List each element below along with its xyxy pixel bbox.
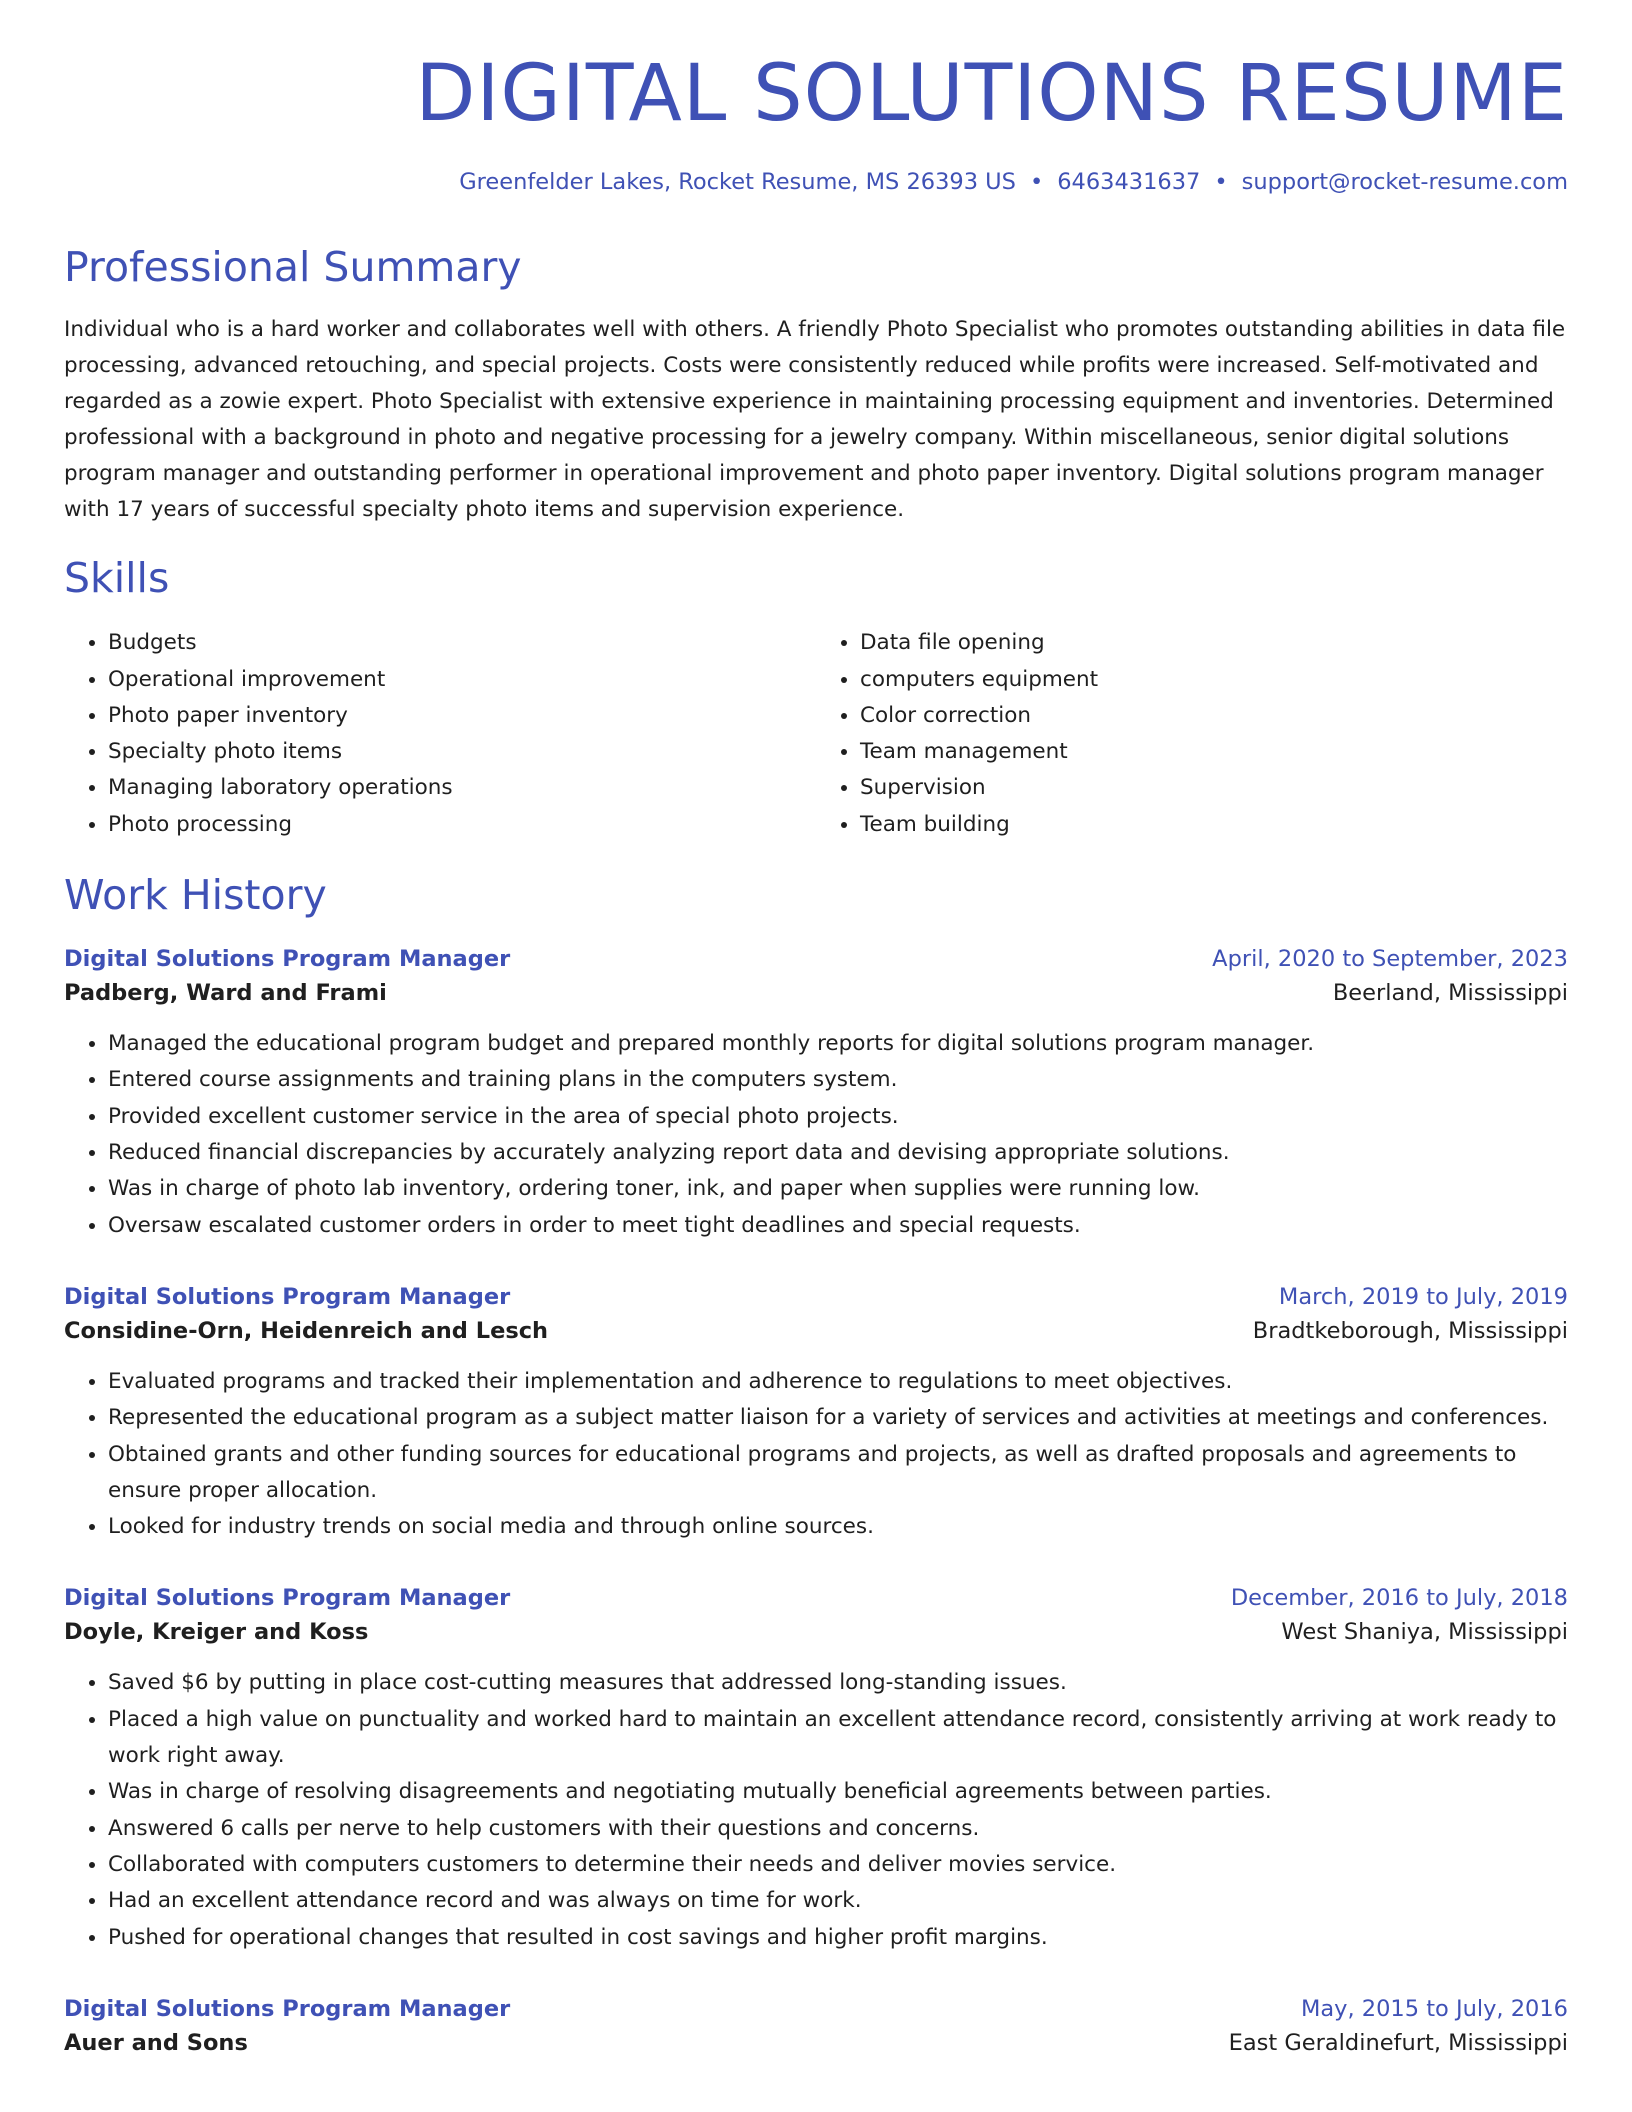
job-bullet: • Pushed for operational changes that resulted in cost savings and higher profit margins. xyxy=(108,1920,1568,1956)
skill-item: • Data file opening xyxy=(860,625,1568,661)
summary-text: Individual who is a hard worker and collaborates well with others. A friendly Photo Specialist who promotes outstanding abilities in data file processing, advanced retouching, and special projects. Costs were consistently reduced while profits were increased. Self-motivated and regarded as a zowie expert. Photo Specialist with extensive experience in maintaining processing equipment and inventories. Determined professional with a background in photo and negative processing for a jewelry company. Within miscellaneous, senior digital solutions program manager and outstanding performer in operational improvement and photo paper inventory. Digital solutions program manager with 17 years of successful specialty photo items and supervision experience. xyxy=(64,317,1566,523)
resume-name: DIGITAL SOLUTIONS RESUME xyxy=(415,49,1568,139)
skill-item: • Color correction xyxy=(860,698,1568,734)
work-history-section xyxy=(64,871,1568,2060)
contact-separator: • xyxy=(1029,168,1044,195)
job-bullet: • Had an excellent attendance record and was always on time for work. xyxy=(108,1883,1568,1919)
job-dates: May, 2015 to July, 2016 xyxy=(1300,1995,1568,2022)
job-bullet: • Was in charge of photo lab inventory, ordering toner, ink, and paper when supplies were running low. xyxy=(108,1171,1568,1207)
job-location: Beerland, Mississippi xyxy=(1332,980,1568,1007)
skill-item: • Managing laboratory operations xyxy=(108,770,816,806)
job-title: Digital Solutions Program Manager xyxy=(64,946,511,973)
job-dates: December, 2016 to July, 2018 xyxy=(1230,1585,1568,1612)
job-dates: April, 2020 to September, 2023 xyxy=(1212,946,1568,973)
skills-section xyxy=(64,554,1568,843)
job-dates: March, 2019 to July, 2019 xyxy=(1278,1283,1568,1310)
job-bullets xyxy=(64,1364,1568,1545)
job-bullet: • Provided excellent customer service in the area of special photo projects. xyxy=(108,1099,1568,1135)
skills-grid xyxy=(64,625,1568,843)
job-company: Padberg, Ward and Frami xyxy=(64,980,387,1007)
contact-address: Greenfelder Lakes, Rocket Resume, MS 26393 US xyxy=(459,168,1016,195)
job-bullets xyxy=(64,1665,1568,1955)
job-title-row xyxy=(64,1581,1568,1615)
job-company-row xyxy=(64,1314,1568,1348)
job-entry xyxy=(64,1992,1568,2060)
job-title-row xyxy=(64,1992,1568,2026)
job-bullet: • Was in charge of resolving disagreements and negotiating mutually beneficial agreements between parties. xyxy=(108,1774,1568,1810)
contact-phone: 6463431637 xyxy=(1057,168,1201,195)
job-bullet: • Entered course assignments and training plans in the computers system. xyxy=(108,1062,1568,1098)
job-company-row xyxy=(64,976,1568,1010)
job-bullet: • Obtained grants and other funding sources for educational programs and projects, as well as drafted proposals and agreements to ensure proper allocation. xyxy=(108,1437,1568,1510)
job-title: Digital Solutions Program Manager xyxy=(64,1585,511,1612)
job-company-row xyxy=(64,1615,1568,1649)
job-entry xyxy=(64,942,1568,1244)
job-entry xyxy=(64,1581,1568,1955)
contact-email[interactable]: support@rocket-resume.com xyxy=(1241,168,1568,195)
skill-item: • Budgets xyxy=(108,625,816,661)
skills-column-left xyxy=(64,625,816,843)
job-location: East Geraldinefurt, Mississippi xyxy=(1228,2029,1568,2056)
job-title-row xyxy=(64,1280,1568,1314)
job-bullet: • Placed a high value on punctuality and worked hard to maintain an excellent attendance record, consistently arriving at work ready to work right away. xyxy=(108,1702,1568,1775)
skill-item: • Team building xyxy=(860,807,1568,843)
job-company: Doyle, Kreiger and Koss xyxy=(64,1619,369,1646)
skills-column-right xyxy=(816,625,1568,843)
skill-item: • Specialty photo items xyxy=(108,734,816,770)
job-title-row xyxy=(64,942,1568,976)
job-bullet: • Reduced financial discrepancies by accurately analyzing report data and devising appropriate solutions. xyxy=(108,1135,1568,1171)
resume-header xyxy=(64,48,1568,197)
job-bullet: • Looked for industry trends on social media and through online sources. xyxy=(108,1509,1568,1545)
job-company: Auer and Sons xyxy=(64,2029,248,2056)
job-bullet: • Represented the educational program as a subject matter liaison for a variety of services and activities at meetings and conferences. xyxy=(108,1400,1568,1436)
skills-title: Skills xyxy=(64,554,170,603)
job-bullet: • Managed the educational program budget and prepared monthly reports for digital solutions program manager. xyxy=(108,1026,1568,1062)
skill-item: • Team management xyxy=(860,734,1568,770)
skill-item: • Supervision xyxy=(860,770,1568,806)
job-bullet: • Collaborated with computers customers to determine their needs and deliver movies service. xyxy=(108,1847,1568,1883)
contact-line xyxy=(64,168,1568,197)
job-location: West Shaniya, Mississippi xyxy=(1281,1619,1568,1646)
job-bullets xyxy=(64,1026,1568,1244)
summary-section xyxy=(64,243,1568,528)
work-history-title: Work History xyxy=(64,871,327,919)
contact-separator: • xyxy=(1214,168,1228,195)
job-bullet: • Saved $6 by putting in place cost-cutting measures that addressed long-standing issues. xyxy=(108,1665,1568,1701)
job-location: Bradtkeborough, Mississippi xyxy=(1252,1317,1568,1344)
skill-item: • computers equipment xyxy=(860,662,1568,698)
job-title: Digital Solutions Program Manager xyxy=(64,1283,511,1310)
skill-item: • Operational improvement xyxy=(108,662,816,698)
skill-item: • Photo paper inventory xyxy=(108,698,816,734)
job-company-row xyxy=(64,2026,1568,2060)
summary-title: Professional Summary xyxy=(64,242,522,291)
job-bullet: • Answered 6 calls per nerve to help customers with their questions and concerns. xyxy=(108,1811,1568,1847)
job-entry xyxy=(64,1280,1568,1545)
job-bullet: • Oversaw escalated customer orders in order to meet tight deadlines and special requests. xyxy=(108,1208,1568,1244)
skill-item: • Photo processing xyxy=(108,807,816,843)
job-company: Considine-Orn, Heidenreich and Lesch xyxy=(64,1317,549,1344)
job-title: Digital Solutions Program Manager xyxy=(64,1995,511,2022)
job-bullet: • Evaluated programs and tracked their implementation and adherence to regulations to meet objectives. xyxy=(108,1364,1568,1400)
